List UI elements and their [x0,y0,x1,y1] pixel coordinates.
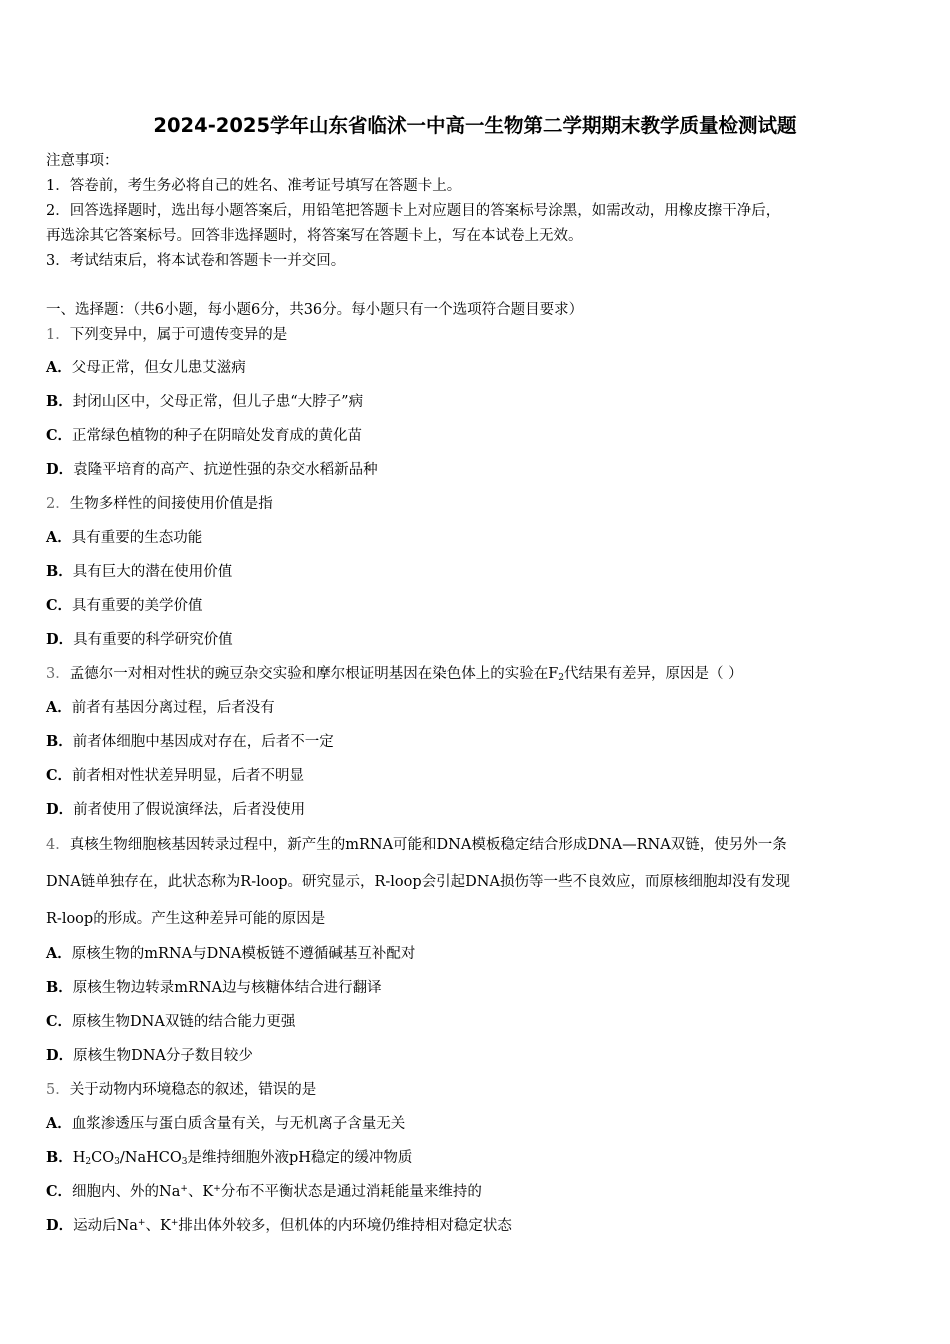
question-text: 下列变异中，属于可遗传变异的是 [69,327,288,343]
subscript: 3 [181,1157,188,1167]
option-label: B． [46,393,73,410]
option-label: B． [46,1149,73,1166]
question-number: 3． [46,666,70,682]
question-3-option-b [46,732,334,752]
option-label: B． [46,979,73,996]
option-label: C． [46,1013,73,1030]
option-text: 正常绿色植物的种子在阴暗处发育成的黄化苗 [72,428,363,444]
text-part: 、K [145,1218,171,1234]
option-text [72,1184,482,1200]
option-text [73,1150,413,1166]
question-5-stem [46,1080,316,1100]
superscript: + [213,1184,221,1194]
option-text: 前者相对性状差异明显，后者不明显 [72,768,305,784]
option-label: A． [46,945,72,962]
text-part: 运动后Na [73,1218,138,1234]
option-text: 前者体细胞中基因成对存在，后者不一定 [72,734,334,750]
question-number: 1． [46,327,70,343]
question-4-stem [46,835,787,855]
formula-part: H [72,1150,86,1166]
question-5-option-a [46,1114,405,1134]
option-text: 前者使用了假说演绎法，后者没使用 [73,802,306,818]
subscript: 2 [558,673,565,683]
question-2-option-c [46,596,203,616]
option-text: 原核生物DNA分子数目较少 [73,1048,253,1064]
question-text: 关于动物内环境稳态的叙述，错误的是 [69,1082,317,1098]
option-text: 具有重要的科学研究价值 [73,632,233,648]
question-4-option-a [46,944,415,964]
page-title: 2024-2025学年山东省临沭一中高一生物第二学期期末教学质量检测试题 [153,114,797,137]
question-2-option-d [46,630,233,650]
question-1-option-c [46,426,362,446]
option-label: B． [46,733,73,750]
option-label: A． [46,529,72,546]
option-text: 原核生物DNA双链的结合能力更强 [72,1014,296,1030]
option-label: D． [46,1217,74,1234]
option-text: 前者有基因分离过程，后者没有 [71,700,275,716]
question-1-option-a [46,358,246,378]
superscript: + [170,1218,179,1228]
notice-item: 1．答卷前，考生务必将自己的姓名、准考证号填写在答题卡上。 [46,178,462,194]
question-2-option-a [46,528,202,548]
superscript: + [180,1184,188,1194]
question-5-option-b [46,1148,412,1168]
question-2-option-b [46,562,232,582]
question-text: 孟德尔一对相对性状的豌豆杂交实验和摩尔根证明基因在染色体上的实验在F [69,666,559,682]
notice-heading: 注意事项： [46,153,119,169]
question-4-stem-line: DNA链单独存在，此状态称为R-loop。研究显示，R-loop会引起DNA损伤等一些不良效应，而原核细胞却没有发现 [46,874,790,890]
question-4-option-b [46,978,382,998]
question-4-option-d [46,1046,253,1066]
option-label: D． [46,1047,74,1064]
formula-part: /NaHCO [119,1150,182,1166]
superscript: + [137,1218,146,1228]
section-heading: 一、选择题：（共6小题，每小题6分，共36分。每小题只有一个选项符合题目要求） [46,302,584,318]
question-number: 5． [46,1082,70,1098]
text-part: 、K [187,1184,214,1200]
question-1-option-b [46,392,363,412]
question-3-option-a [46,698,275,718]
option-text [73,1218,512,1234]
question-number: 2． [46,496,70,512]
question-5-option-c [46,1182,482,1202]
formula-part: 是维持细胞外液pH稳定的缓冲物质 [187,1150,413,1166]
option-label: C． [46,427,73,444]
question-3-stem [46,664,743,684]
text-part: 细胞内、外的Na [72,1184,181,1200]
option-text: 原核生物的mRNA与DNA模板链不遵循碱基互补配对 [71,946,416,962]
notice-item: 2．回答选择题时，选出每小题答案后，用铅笔把答题卡上对应题目的答案标号涂黑，如需改动，用橡皮擦干净后， [46,203,781,219]
notice-item: 3．考试结束后，将本试卷和答题卡一并交回。 [46,253,346,269]
question-number: 4． [46,837,70,853]
subscript: 2 [85,1157,92,1167]
option-label: D． [46,631,74,648]
option-label: A． [46,1115,72,1132]
question-text: 真核生物细胞核基因转录过程中，新产生的mRNA可能和DNA模板稳定结合形成DNA—RNA双链，使另外一条 [69,837,787,853]
option-label: B． [46,563,73,580]
option-text: 具有巨大的潜在使用价值 [72,564,233,580]
formula-part: CO [91,1150,115,1166]
option-label: C． [46,767,73,784]
option-label: C． [46,1183,73,1200]
text-part: 排出体外较多，但机体的内环境仍维持相对稳定状态 [178,1218,512,1234]
subscript: 3 [114,1157,120,1167]
option-text: 封闭山区中，父母正常，但儿子患“大脖子”病 [72,394,364,410]
option-text: 具有重要的生态功能 [71,530,203,546]
question-text: 代结果有差异，原因是（ ） [564,666,743,682]
question-4-option-c [46,1012,295,1032]
text-part: 分布不平衡状态是通过消耗能量来维持的 [220,1184,482,1200]
option-label: C． [46,597,73,614]
question-3-option-d [46,800,305,820]
option-label: A． [46,359,72,376]
question-4-stem-line: R-loop的形成。产生这种差异可能的原因是 [46,911,326,927]
question-1-stem [46,325,287,345]
notice-item: 再选涂其它答案标号。回答非选择题时，将答案写在答题卡上，写在本试卷上无效。 [46,228,583,244]
option-label: A． [46,699,72,716]
option-label: D． [46,801,74,818]
option-text: 原核生物边转录mRNA边与核糖体结合进行翻译 [72,980,382,996]
question-1-option-d [46,460,378,480]
question-5-option-d [46,1216,512,1236]
option-text: 袁隆平培育的高产、抗逆性强的杂交水稻新品种 [73,462,378,478]
option-text: 具有重要的美学价值 [72,598,203,614]
question-3-option-c [46,766,304,786]
option-text: 血浆渗透压与蛋白质含量有关，与无机离子含量无关 [71,1116,406,1132]
question-2-stem [46,494,273,514]
option-text: 父母正常，但女儿患艾滋病 [71,360,246,376]
question-text: 生物多样性的间接使用价值是指 [69,496,273,512]
option-label: D． [46,461,74,478]
